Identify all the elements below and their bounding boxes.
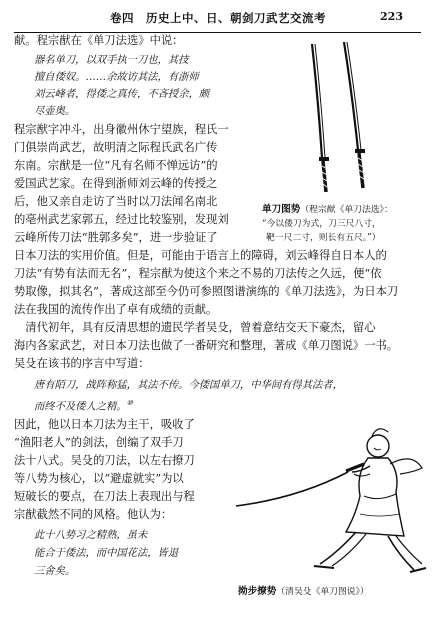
quote-line: 刘云峰者，得倭之真传，不吝授余，颇	[34, 88, 210, 100]
text-line: “渔阳老人”的剑法，创编了双手刀	[14, 436, 184, 449]
text-line: 的亳州武艺家郭五，经过比较鉴别，发现刘	[14, 213, 229, 226]
text-line: 刀法“有势有法而无名”，程宗猷为使这个来之不易的刀法传之久远，便“依	[14, 267, 382, 280]
quote-line: 擅自倭奴。……余故访其法，有浙师	[34, 71, 199, 83]
caption-source-text: （程宗猷《单刀法选》：	[300, 205, 393, 215]
quote-line	[34, 396, 133, 413]
footnote-mark: ⑩	[126, 399, 133, 407]
text-line: 后，他又亲自走访了当时以刀法闻名南北	[14, 195, 218, 208]
text-line: 宗猷截然不同的风格。他认为：	[14, 508, 173, 521]
text-line: 献。程宗猷在《单刀法选》中说：	[14, 34, 184, 47]
quote-line: 能合于倭法，而中国花法，皆退	[34, 547, 179, 559]
text-line: 法十八式。吴殳的刀法，以左右撩刀	[14, 454, 195, 467]
header-rule	[14, 32, 421, 33]
page-header	[0, 8, 443, 28]
sword-caption-line: 靶一尺二寸，则长有五尺。”）	[266, 233, 381, 243]
text-line: 吴殳在该书的序言中写道：	[14, 357, 150, 370]
quote-line: 器名单刀，以双手执一刀也，其技	[34, 54, 189, 66]
sword-caption-line: “今以倭刀为式，刀三尺八寸，	[262, 219, 381, 229]
caption-source-text: （清吴殳《单刀图说》）	[276, 587, 369, 597]
swordsman-illustration	[228, 414, 428, 582]
quote-line: 三舍矣。	[34, 565, 76, 577]
text-line: 门俱崇尚武艺，故明清之际程氏武名广传	[14, 141, 218, 154]
text-line: 清代初年，具有反清思想的遗民学者吴殳，曾着意结交天下豪杰，留心	[14, 321, 376, 334]
swordsman-drawing	[228, 414, 428, 582]
page-number: 223	[380, 10, 403, 23]
caption-title-text: 拗步撩势	[238, 586, 277, 597]
text-line: 日本刀法的实用价值。但是，可能由于语言上的障碍，刘云峰得自日本人的	[14, 249, 387, 262]
text-line: 云峰所传刀法“胜郭多矣”，进一步验证了	[14, 231, 218, 244]
quote-line: 此十八势习之精熟，虽未	[34, 529, 148, 541]
text-line: 势取像，拟其名”，著成这部至今仍可参照图谱演练的《单刀法选》，为日本刀	[14, 285, 399, 298]
text-line: 等八势为核心，以“避虚就实”为以	[14, 472, 184, 485]
text-line: 短破长的要点，在刀法上表现出与程	[14, 490, 195, 503]
text-line: 海内各家武艺，对日本刀法也做了一番研究和整理，著成《单刀图说》一书。	[14, 339, 399, 352]
sword-drawing	[300, 38, 380, 198]
running-title: 卷四 历史上中、日、朝剑刀武艺交流考	[110, 11, 326, 25]
text-line: 爱国武艺家。在得到浙师刘云峰的传授之	[14, 177, 218, 190]
quote-text: 而终不及倭人之精。	[34, 400, 127, 413]
swordsman-caption	[238, 586, 369, 598]
text-line: 东南。宗猷是一位“凡有名师不惮远访”的	[14, 159, 218, 172]
text-line: 法在我国的流传作出了卓有成绩的贡献。	[14, 303, 218, 316]
sword-illustration	[300, 38, 380, 198]
quote-line: 唐有陌刀，战阵称猛，其法不传。今倭国单刀，中华间有得其法者，	[34, 379, 343, 391]
text-line: 因此，他以日本刀法为主干，吸收了	[14, 418, 195, 431]
text-line: 程宗猷字冲斗，出身徽州休宁望族，程氏一	[14, 123, 229, 136]
caption-title-text: 单刀图势	[262, 204, 301, 215]
quote-line: 尽壶奥。	[34, 105, 76, 117]
sword-caption-title	[262, 204, 393, 216]
